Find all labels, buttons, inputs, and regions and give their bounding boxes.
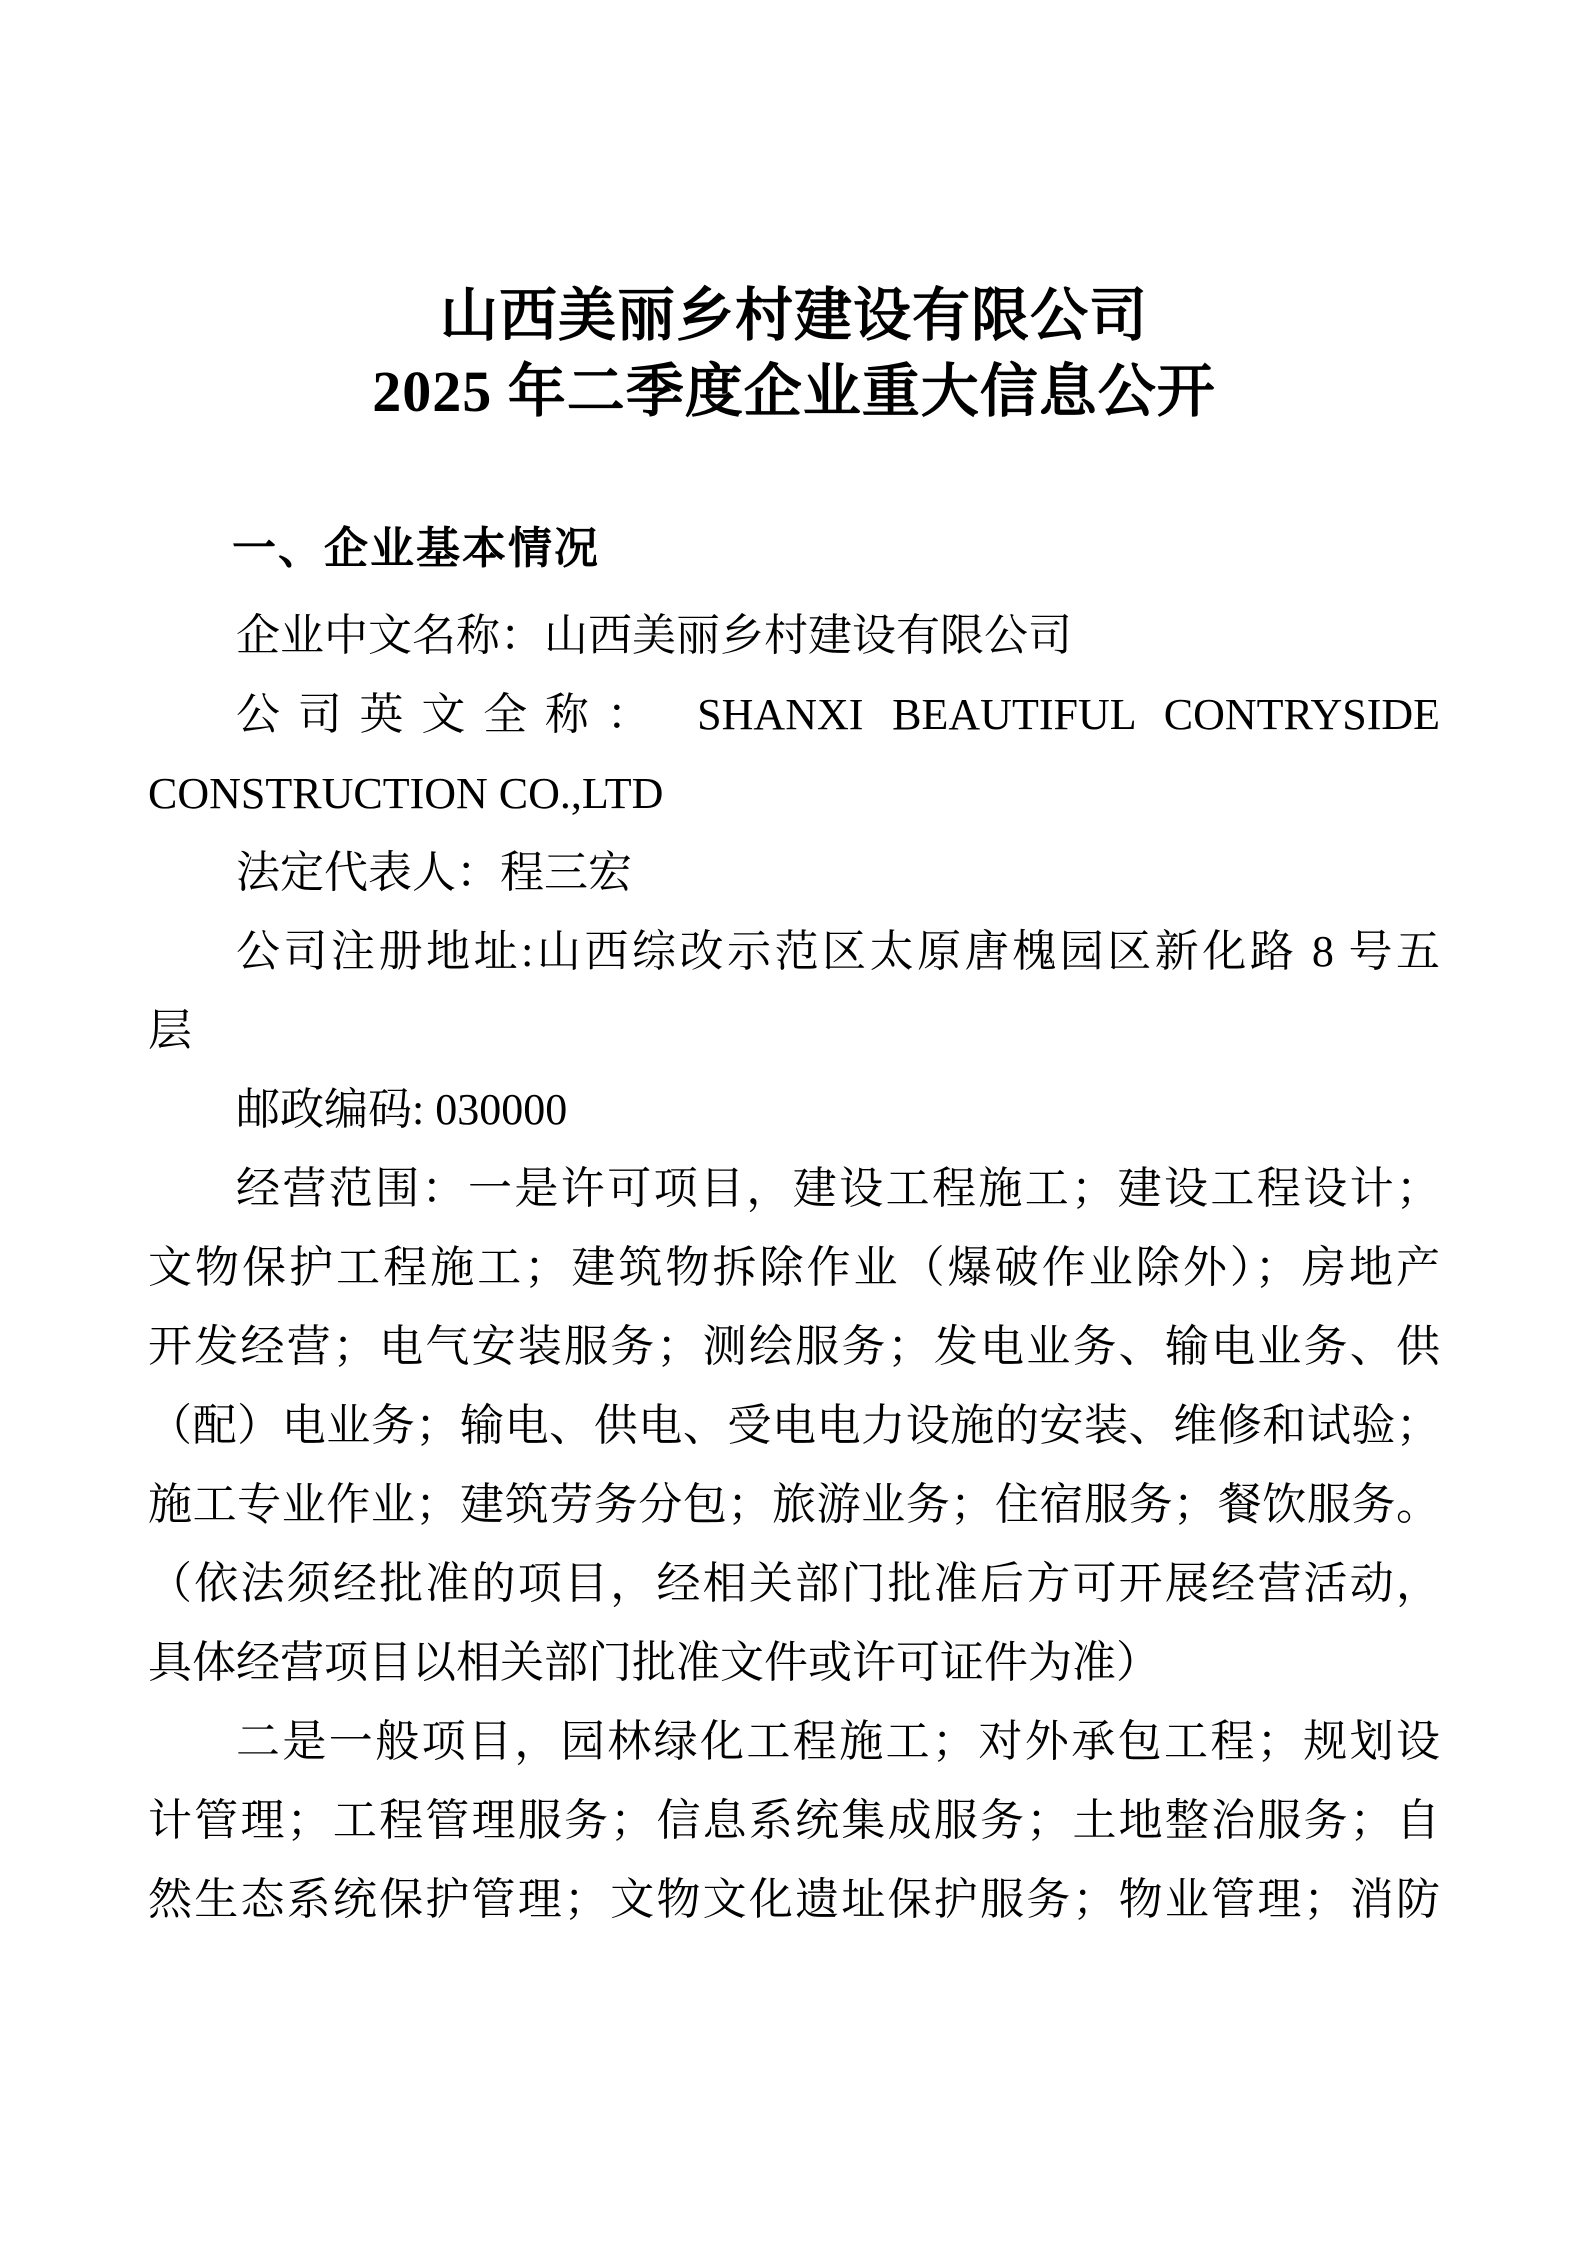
body-line-postal-code: 邮政编码: 030000 xyxy=(236,1085,568,1134)
body-line-en-name-2: CONSTRUCTION CO.,LTD xyxy=(148,769,664,818)
body-line-cn-name: 企业中文名称：山西美丽乡村建设有限公司 xyxy=(236,611,1072,660)
body-line-scope-1: 经营范围：一是许可项目，建设工程施工；建设工程设计； xyxy=(236,1164,1440,1213)
body-line-scope-2: 文物保护工程施工；建筑物拆除作业（爆破作业除外）；房地产 xyxy=(148,1243,1440,1292)
body-line-scope-6: （依法须经批准的项目，经相关部门批准后方可开展经营活动， xyxy=(148,1559,1440,1608)
body-line-general-2: 计管理；工程管理服务；信息系统集成服务；土地整治服务；自 xyxy=(148,1796,1440,1845)
section-heading-basic-info: 一、企业基本情况 xyxy=(232,524,600,573)
body-line-address-1: 公司注册地址:山西综改示范区太原唐槐园区新化路 8 号五 xyxy=(236,927,1440,976)
body-line-en-name-1: 公司英文全称： SHANXI BEAUTIFUL CONTRYSIDE xyxy=(236,690,1440,739)
body-line-general-3: 然生态系统保护管理；文物文化遗址保护服务；物业管理；消防 xyxy=(148,1875,1440,1924)
document-body xyxy=(148,596,1440,1939)
document-title-line-2: 2025 年二季度企业重大信息公开 xyxy=(372,359,1216,424)
body-line-address-2: 层 xyxy=(148,1006,192,1055)
body-line-scope-4: （配）电业务；输电、供电、受电电力设施的安装、维修和试验； xyxy=(148,1401,1440,1450)
body-line-scope-7: 具体经营项目以相关部门批准文件或许可证件为准） xyxy=(148,1638,1160,1687)
body-line-general-1: 二是一般项目，园林绿化工程施工；对外承包工程；规划设 xyxy=(236,1717,1440,1766)
document-title-line-1: 山西美丽乡村建设有限公司 xyxy=(439,283,1148,348)
body-line-scope-3: 开发经营；电气安装服务；测绘服务；发电业务、输电业务、供 xyxy=(148,1322,1440,1371)
body-line-legal-rep: 法定代表人：程三宏 xyxy=(236,848,632,897)
body-line-scope-5: 施工专业作业；建筑劳务分包；旅游业务；住宿服务；餐饮服务。 xyxy=(148,1480,1440,1529)
document-title xyxy=(148,278,1440,430)
